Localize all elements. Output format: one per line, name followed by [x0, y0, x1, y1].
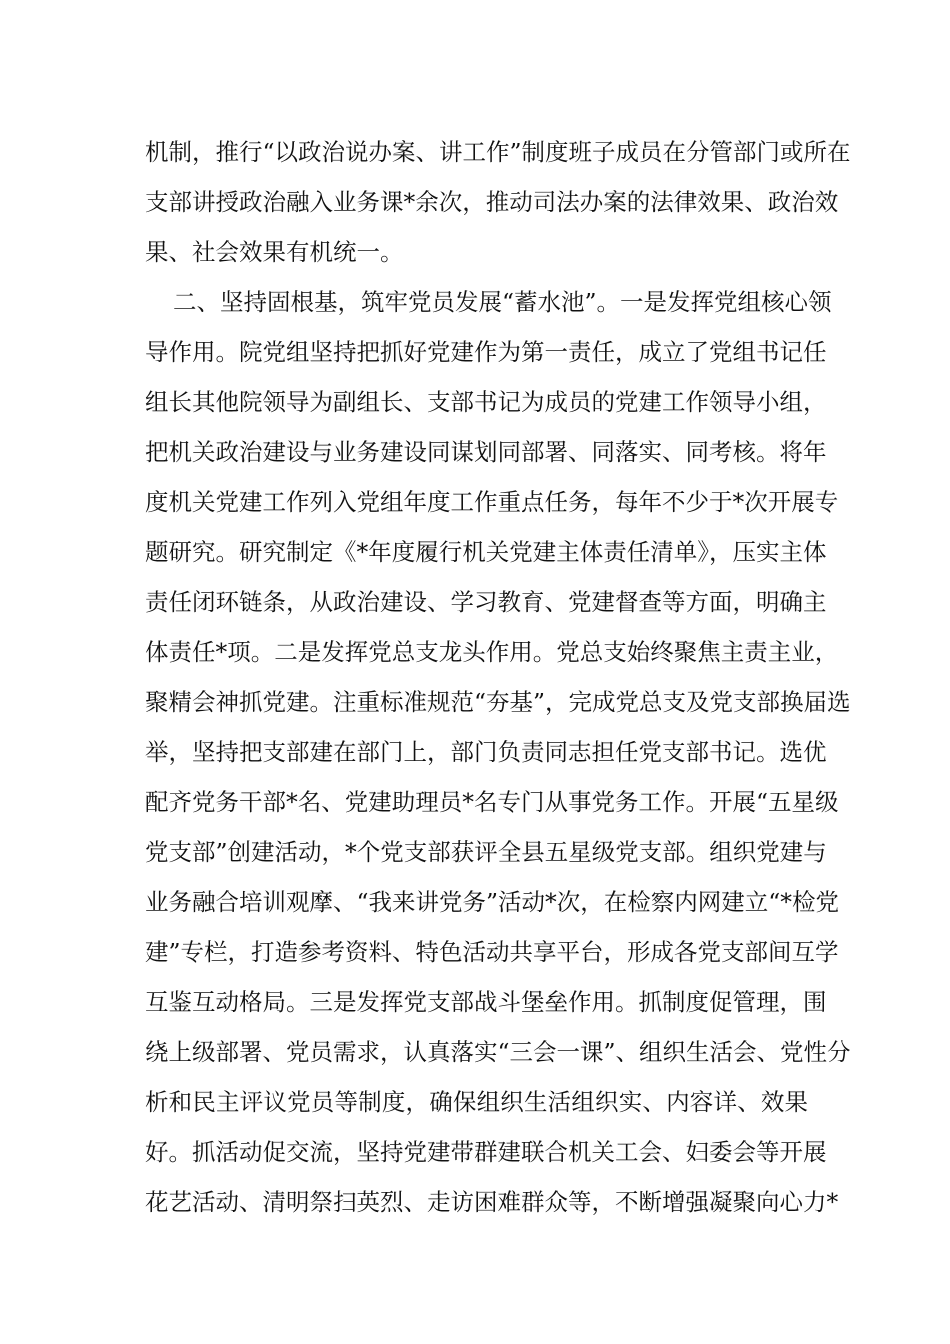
text-line: 业务融合培训观摩、“我来讲党务”活动*次，在检察内网建立“*检党	[145, 888, 840, 916]
text-line: 互鉴互动格局。三是发挥党支部战斗堡垒作用。抓制度促管理，围	[145, 988, 827, 1016]
text-line: 果、社会效果有机统一。	[145, 238, 404, 266]
text-line: 责任闭环链条，从政治建设、学习教育、党建督查等方面，明确主	[145, 588, 827, 616]
text-line: 组长其他院领导为副组长、支部书记为成员的党建工作领导小组，	[145, 388, 827, 416]
text-line: 绕上级部署、党员需求，认真落实“三会一课”、组织生活会、党性分	[145, 1038, 851, 1066]
text-line: 把机关政治建设与业务建设同谋划同部署、同落实、同考核。将年	[145, 438, 827, 466]
text-line: 党支部”创建活动，*个党支部获评全县五星级党支部。组织党建与	[145, 838, 827, 866]
text-line: 体责任*项。二是发挥党总支龙头作用。党总支始终聚焦主责主业，	[145, 638, 839, 666]
text-line: 配齐党务干部*名、党建助理员*名专门从事党务工作。开展“五星级	[145, 788, 839, 816]
text-line: 二、坚持固根基，筑牢党员发展“蓄水池”。一是发挥党组核心领	[173, 288, 832, 316]
text-line: 导作用。院党组坚持把抓好党建作为第一责任，成立了党组书记任	[145, 338, 827, 366]
text-line: 度机关党建工作列入党组年度工作重点任务，每年不少于*次开展专	[145, 488, 839, 516]
text-line: 支部讲授政治融入业务课*余次，推动司法办案的法律效果、政治效	[145, 188, 839, 216]
text-line: 聚精会神抓党建。注重标准规范“夯基”，完成党总支及党支部换届选	[145, 688, 851, 716]
text-line: 花艺活动、清明祭扫英烈、走访困难群众等，不断增强凝聚向心力*	[145, 1188, 839, 1216]
text-line: 析和民主评议党员等制度，确保组织生活组织实、内容详、效果	[145, 1088, 808, 1116]
text-line: 建”专栏，打造参考资料、特色活动共享平台，形成各党支部间互学	[145, 938, 839, 966]
text-line: 举，坚持把支部建在部门上，部门负责同志担任党支部书记。选优	[145, 738, 827, 766]
text-line: 题研究。研究制定《*年度履行机关党建主体责任清单》，压实主体	[145, 538, 827, 566]
text-line: 机制，推行“以政治说办案、讲工作”制度班子成员在分管部门或所在	[145, 138, 851, 166]
text-line: 好。抓活动促交流，坚持党建带群建联合机关工会、妇委会等开展	[145, 1138, 827, 1166]
